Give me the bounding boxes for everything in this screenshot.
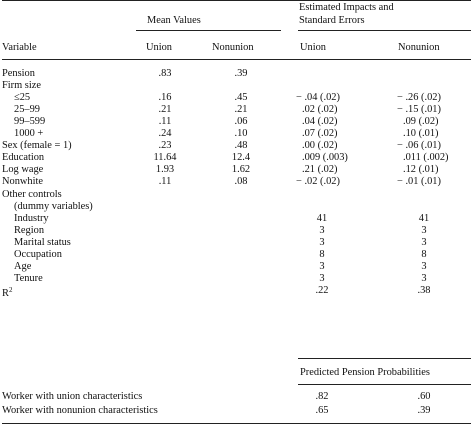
predicted-heading-rule (298, 384, 471, 385)
cell-est-nonunion: 8 (421, 248, 427, 260)
cell-est-nonunion: 3 (421, 236, 427, 248)
cell-est-nonunion: 41 (418, 212, 430, 224)
row-label: Nonwhite (2, 176, 43, 188)
cell-est-union: 41 (316, 212, 328, 224)
predicted-nonunion-value: .39 (417, 405, 431, 416)
cell-est-union: .07 (.02) (302, 128, 338, 140)
cell-mean-union: 1.93 (155, 164, 175, 176)
cell-mean-nonunion: 12.4 (231, 152, 251, 164)
row-label: Firm size (2, 80, 41, 91)
cell-est-union: .04 (.02) (302, 116, 338, 128)
cell-est-union: 3 (319, 236, 325, 248)
cell-mean-union: .11 (158, 176, 172, 188)
cell-est-nonunion: .10 (.01) (403, 128, 439, 140)
mean-values-heading: Mean Values (147, 15, 201, 26)
row-label: Region (14, 224, 45, 236)
cell-est-union: 8 (319, 248, 325, 260)
cell-est-union: 3 (319, 224, 325, 236)
predicted-union-value: .82 (315, 391, 329, 402)
cell-est-union: 3 (319, 260, 325, 272)
predicted-heading: Predicted Pension Probabilities (300, 367, 430, 378)
est-nonunion-column-header: Nonunion (398, 42, 440, 53)
predicted-union-value: .65 (315, 405, 329, 416)
header-rule (2, 59, 471, 60)
row-label: Occupation (14, 248, 62, 260)
cell-mean-union: .11 (158, 116, 172, 128)
cell-mean-nonunion: .10 (234, 128, 248, 140)
cell-mean-nonunion: 1.62 (231, 164, 251, 176)
row-label: Marital status (14, 236, 71, 248)
row-label: Other controls (2, 188, 62, 200)
cell-mean-union: .21 (158, 104, 172, 116)
cell-est-union: 3 (319, 272, 325, 284)
cell-mean-union: .23 (158, 140, 172, 152)
row-label: Log wage (2, 164, 44, 176)
cell-mean-nonunion: .21 (234, 104, 248, 116)
row-label: 25–99 (14, 104, 40, 116)
row-label: ≤25 (14, 92, 31, 104)
cell-est-nonunion: .38 (417, 284, 431, 296)
cell-est-nonunion: − .15 (.01) (397, 104, 441, 116)
predicted-nonunion-value: .60 (417, 391, 431, 402)
row-label: (dummy variables) (14, 200, 93, 212)
row-label: 99–599 (14, 116, 46, 128)
row-label: $R^2$ (2, 285, 13, 299)
predicted-row-label: Worker with union characteristics (2, 391, 143, 402)
row-label: Tenure (14, 272, 43, 284)
cell-est-nonunion: 3 (421, 260, 427, 272)
cell-est-union: − .02 (.02) (296, 176, 340, 188)
cell-est-union: .00 (.02) (302, 140, 338, 152)
est-union-column-header: Union (300, 42, 326, 53)
variable-column-header: Variable (2, 42, 37, 53)
row-label: Education (2, 152, 45, 164)
cell-mean-union: 11.64 (153, 152, 177, 164)
cell-mean-union: .83 (158, 68, 172, 79)
bottom-rule (2, 423, 471, 424)
mean-nonunion-column-header: Nonunion (212, 42, 254, 53)
cell-mean-union: .16 (158, 92, 172, 104)
cell-mean-nonunion: .06 (234, 116, 248, 128)
predicted-row-label: Worker with nonunion characteristics (2, 405, 158, 416)
cell-mean-nonunion: .48 (234, 140, 248, 152)
row-label: Industry (14, 212, 49, 224)
estimated-impacts-underline (298, 30, 471, 31)
estimated-group-heading-line2: Standard Errors (299, 15, 365, 26)
row-label: Age (14, 260, 32, 272)
cell-mean-nonunion: .08 (234, 176, 248, 188)
cell-est-nonunion: 3 (421, 224, 427, 236)
cell-est-nonunion: .12 (.01) (403, 164, 439, 176)
cell-est-nonunion: − .06 (.01) (397, 140, 441, 152)
cell-est-union: .009 (.003) (302, 152, 348, 164)
cell-est-union: − .04 (.02) (296, 92, 340, 104)
row-label: Sex (female = 1) (2, 140, 72, 152)
cell-est-nonunion: 3 (421, 272, 427, 284)
cell-est-nonunion: − .26 (.02) (397, 92, 441, 104)
estimated-group-heading-line1: Estimated Impacts and (299, 2, 394, 13)
mean-union-column-header: Union (146, 42, 172, 53)
cell-mean-nonunion: .45 (234, 92, 248, 104)
predicted-top-rule (298, 358, 471, 359)
row-label: Pension (2, 68, 35, 79)
row-label: 1000 + (14, 128, 44, 140)
cell-est-union: .02 (.02) (302, 104, 338, 116)
mean-values-underline (136, 30, 281, 31)
cell-est-union: .22 (315, 284, 329, 296)
cell-est-nonunion: .09 (.02) (403, 116, 439, 128)
cell-mean-nonunion: .39 (234, 68, 248, 79)
cell-mean-union: .24 (158, 128, 172, 140)
cell-est-nonunion: − .01 (.01) (397, 176, 441, 188)
row-label-superscript: 2 (8, 285, 13, 294)
cell-est-union: .21 (.02) (302, 164, 338, 176)
cell-est-nonunion: .011 (.002) (403, 152, 449, 164)
top-rule (2, 0, 471, 1)
